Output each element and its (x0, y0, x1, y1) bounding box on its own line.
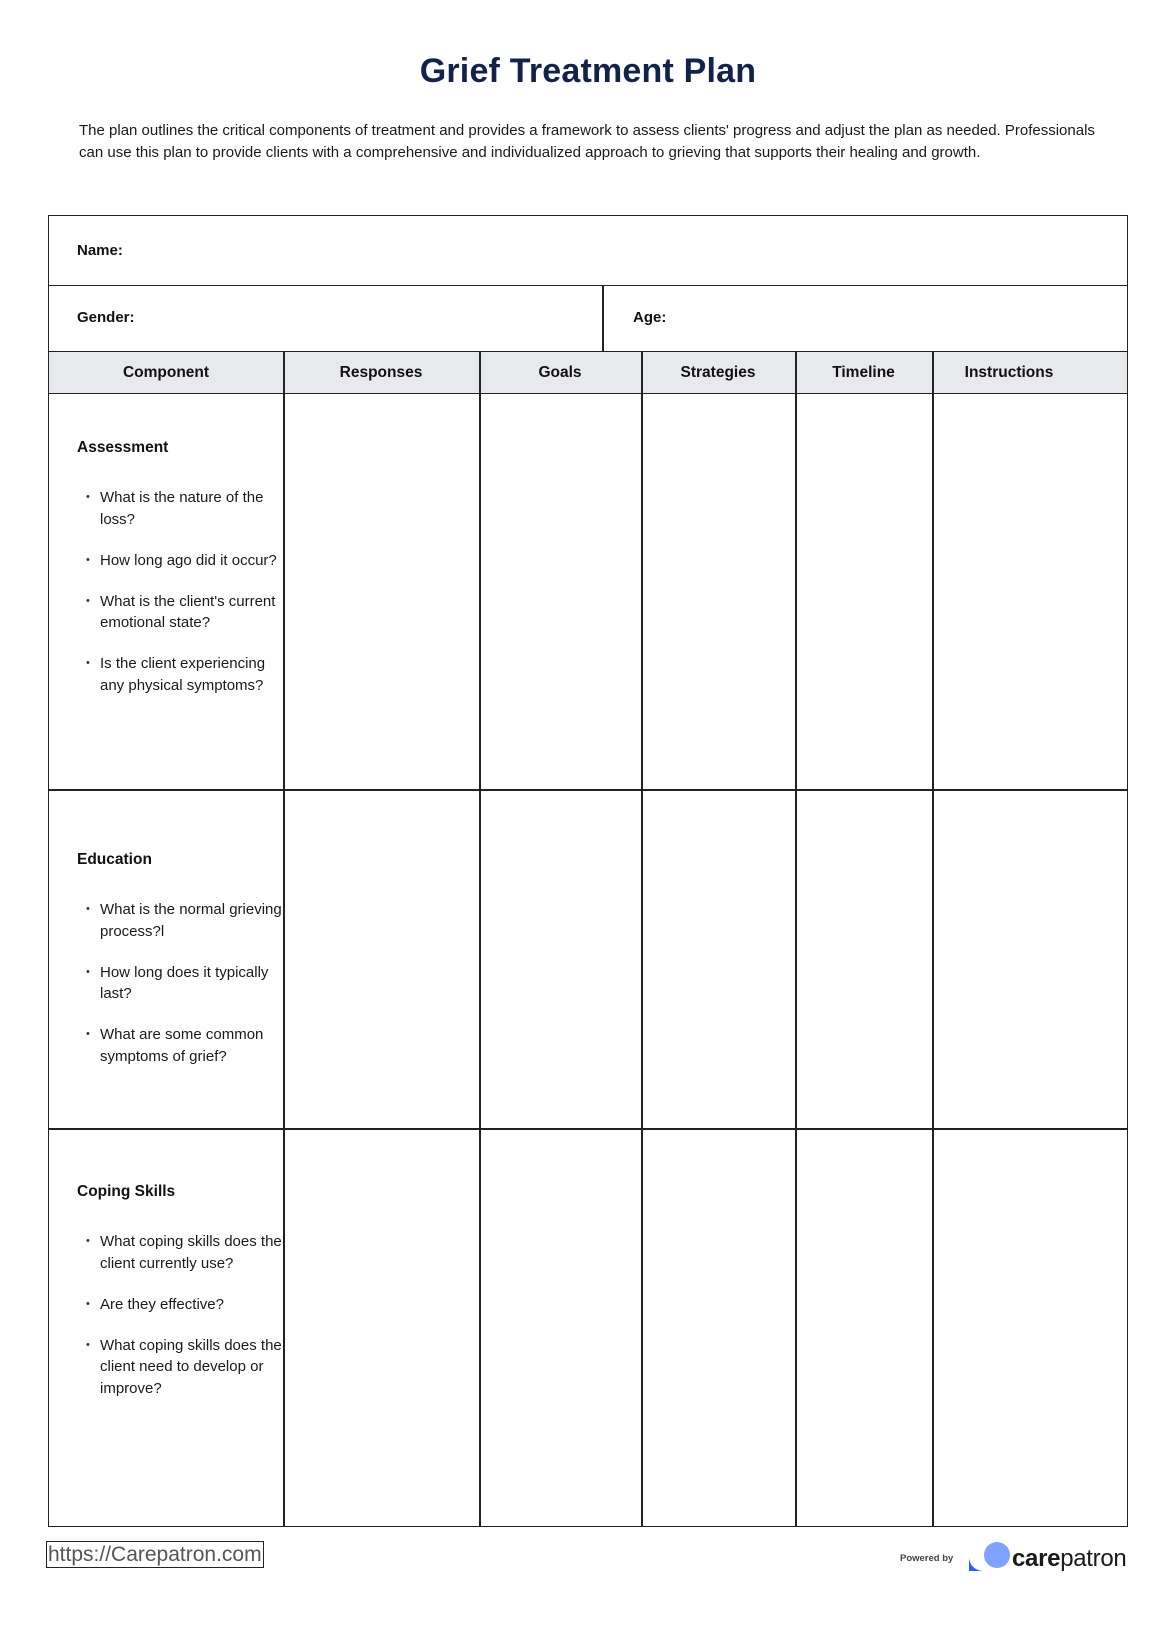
question-text: What is the nature of the loss? (100, 489, 264, 528)
bullet-icon: • (86, 903, 90, 915)
treatment-plan-form (48, 215, 1128, 1527)
name-row[interactable] (49, 216, 1127, 286)
list-item (77, 962, 287, 1005)
column-divider (641, 352, 643, 1526)
header-timeline: Timeline (832, 363, 895, 381)
question-text: What is the normal grieving process?l (100, 901, 282, 940)
name-label: Name: (77, 242, 123, 259)
question-list (77, 487, 287, 716)
gender-age-row (49, 286, 1127, 352)
column-divider (479, 352, 481, 1526)
header-strategies: Strategies (680, 363, 756, 381)
gender-label: Gender: (77, 309, 135, 326)
section-title: Coping Skills (77, 1183, 176, 1200)
list-item (77, 1231, 287, 1274)
bullet-icon: • (86, 657, 90, 669)
bullet-icon: • (86, 491, 90, 503)
carepatron-link[interactable]: https://Carepatron.com (48, 1543, 262, 1566)
carepatron-wordmark (1012, 1545, 1126, 1573)
question-text: What are some common symptoms of grief? (100, 1026, 264, 1065)
section-title: Education (77, 851, 152, 868)
question-list (77, 1231, 287, 1419)
list-item (77, 591, 287, 634)
question-list (77, 899, 287, 1087)
header-instructions: Instructions (964, 363, 1054, 381)
brand-bold: care (1012, 1545, 1061, 1572)
bullet-icon: • (86, 1028, 90, 1040)
intro-paragraph: The plan outlines the critical components of treatment and provides a framework to assess clients' progress and adjust the plan as needed. Professionals can use this plan to provide clients with a comprehensive and individualized approach to grieving that supports their healing and growth. (79, 122, 1095, 161)
page-title: Grief Treatment Plan (419, 52, 757, 90)
header-component: Component (122, 363, 210, 381)
bullet-icon: • (86, 1297, 90, 1310)
bullet-icon: • (86, 1235, 90, 1247)
column-divider (932, 352, 934, 1526)
header-goals: Goals (538, 363, 582, 381)
header-responses: Responses (339, 363, 423, 381)
list-item (77, 899, 287, 942)
question-text: How long does it typically last? (100, 963, 269, 1002)
row-divider (49, 1128, 1127, 1130)
age-label: Age: (633, 309, 667, 326)
row-divider (49, 789, 1127, 791)
section-title: Assessment (77, 439, 169, 456)
question-text: Are they effective? (100, 1295, 224, 1313)
table-header (49, 352, 1127, 394)
gender-age-divider (602, 286, 604, 351)
carepatron-logo-icon (965, 1541, 1013, 1573)
bullet-icon: • (86, 553, 90, 566)
list-item (77, 1024, 287, 1067)
list-item (77, 653, 287, 696)
question-text: How long ago did it occur? (100, 551, 277, 569)
bullet-icon: • (86, 965, 90, 978)
powered-by-label: Powered by (900, 1553, 954, 1564)
list-item (77, 487, 287, 530)
brand-rest: patron (1060, 1545, 1127, 1572)
bullet-icon: • (86, 594, 90, 607)
list-item (77, 1294, 287, 1316)
column-divider (795, 352, 797, 1526)
list-item (77, 550, 287, 572)
bullet-icon: • (86, 1338, 90, 1351)
question-text: What coping skills does the client need to develop or improve? (100, 1336, 282, 1397)
list-item (77, 1335, 287, 1400)
question-text: Is the client experiencing any physical symptoms? (100, 655, 266, 694)
question-text: What is the client's current emotional state? (100, 592, 276, 631)
question-text: What coping skills does the client currently use? (100, 1233, 282, 1272)
